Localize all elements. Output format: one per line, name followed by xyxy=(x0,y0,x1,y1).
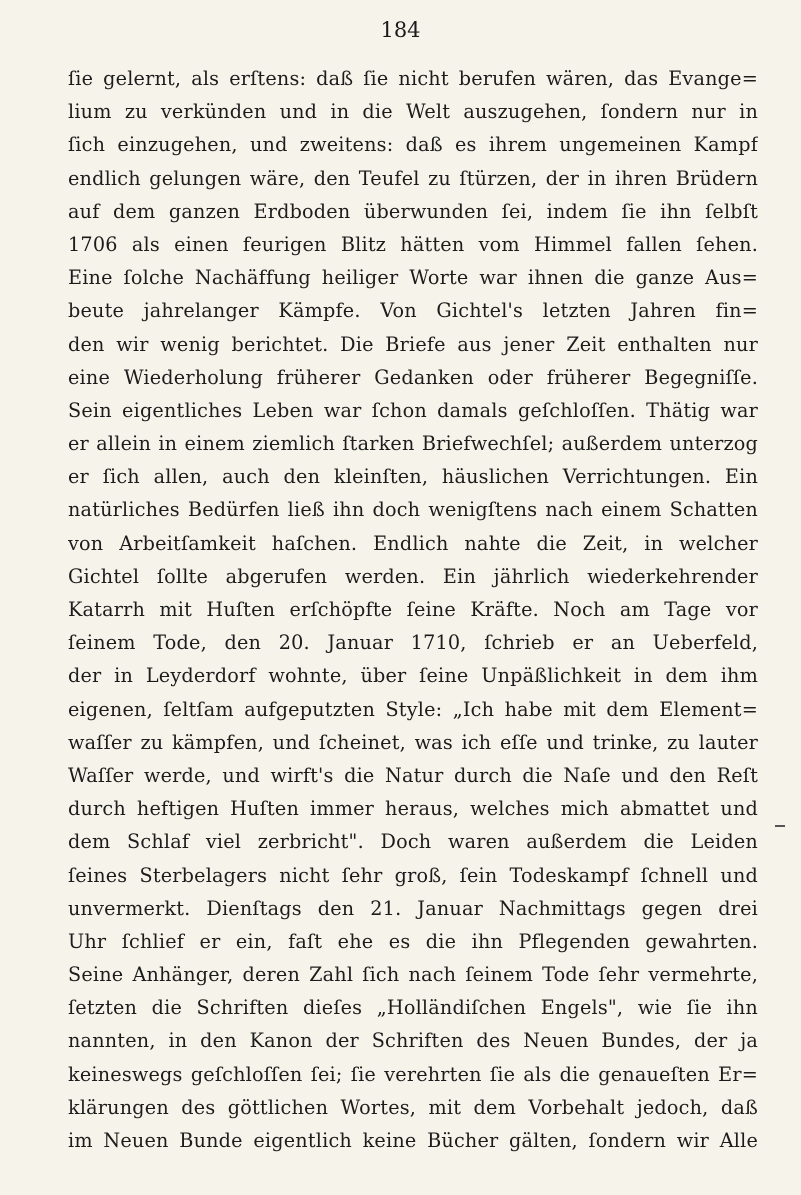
text-line: unvermerkt. Dienſtags den 21. Januar Nachmittags gegen drei xyxy=(68,896,758,920)
text-line: ſeines Sterbelagers nicht ſehr groß, ſein Todeskampf ſchnell und xyxy=(68,863,758,887)
text-line: der in Leyderdorf wohnte, über ſeine Unpäßlichkeit in dem ihm xyxy=(68,664,758,688)
text-line: Seine Anhänger, deren Zahl ſich nach ſeinem Tode ſehr vermehrte, xyxy=(68,963,758,987)
text-line: beute jahrelanger Kämpfe. Von Gichtel's letzten Jahren fin= xyxy=(68,299,758,323)
text-line: endlich gelungen wäre, den Teufel zu ſtürzen, der in ihren Brüdern xyxy=(68,166,758,190)
text-line: er allein in einem ziemlich ſtarken Briefwechſel; außerdem unterzog xyxy=(68,432,758,456)
text-line: lium zu verkünden und in die Welt auszugehen, ſondern nur in xyxy=(68,100,758,124)
text-line: eigenen, ſeltſam aufgeputzten Style: „Ich habe mit dem Element= xyxy=(68,697,758,721)
text-line: Gichtel ſollte abgerufen werden. Ein jährlich wiederkehrender xyxy=(68,564,758,588)
text-line: ſie gelernt, als erſtens: daß ſie nicht berufen wären, das Evange= xyxy=(68,67,758,90)
text-line: natürliches Bedürfen ließ ihn doch wenigſtens nach einem Schatten xyxy=(68,498,758,522)
text-line: den wir wenig berichtet. Die Briefe aus jener Zeit enthalten nur xyxy=(68,332,758,356)
text-line: von Arbeitſamkeit haſchen. Endlich nahte die Zeit, in welcher xyxy=(68,531,758,555)
text-line: Eine ſolche Nachäffung heiliger Worte war ihnen die ganze Aus= xyxy=(68,266,758,290)
text-line: klärungen des göttlichen Wortes, mit dem Vorbehalt jedoch, daß xyxy=(68,1095,758,1119)
text-line: Katarrh mit Huſten erſchöpfte ſeine Kräfte. Noch am Tage vor xyxy=(68,598,758,621)
text-line: 1706 als einen feurigen Blitz hätten vom Himmel fallen ſehen. xyxy=(68,232,758,256)
text-line: Uhr ſchlief er ein, faſt ehe es die ihn Pflegenden gewahrten. xyxy=(68,929,758,953)
text-line: auf dem ganzen Erdboden überwunden ſei, indem ſie ihn ſelbſt xyxy=(68,199,758,223)
page-number: 184 xyxy=(380,18,421,42)
text-line: er ſich allen, auch den kleinſten, häuslichen Verrichtungen. Ein xyxy=(68,465,758,489)
margin-mark xyxy=(775,825,785,827)
text-line: durch heftigen Huſten immer heraus, welches mich abmattet und xyxy=(68,797,758,821)
text-line: nannten, in den Kanon der Schriften des Neuen Bundes, der ja xyxy=(68,1029,758,1053)
text-line: waſſer zu kämpfen, und ſcheinet, was ich eſſe und trinke, zu lauter xyxy=(68,730,758,754)
text-line: ſetzten die Schriften dieſes „Holländiſchen Engels", wie ſie ihn xyxy=(68,996,758,1020)
text-line: ſich einzugehen, und zweitens: daß es ihrem ungemeinen Kampf xyxy=(68,133,758,157)
text-line: ſeinem Tode, den 20. Januar 1710, ſchrieb er an Ueberfeld, xyxy=(68,631,758,655)
text-line: Waſſer werde, und wirft's die Natur durch die Naſe und den Reſt xyxy=(68,763,758,787)
body-text xyxy=(68,62,758,1157)
text-line: dem Schlaf viel zerbricht". Doch waren außerdem die Leiden xyxy=(68,830,758,854)
text-line: keineswegs geſchloſſen ſei; ſie verehrten ſie als die genaueſten Er= xyxy=(68,1062,758,1086)
text-line: im Neuen Bunde eigentlich keine Bücher gälten, ſondern wir Alle xyxy=(68,1129,758,1152)
text-line: Sein eigentliches Leben war ſchon damals geſchloſſen. Thätig war xyxy=(68,398,758,422)
text-line: eine Wiederholung früherer Gedanken oder früherer Begegniſſe. xyxy=(68,365,758,389)
